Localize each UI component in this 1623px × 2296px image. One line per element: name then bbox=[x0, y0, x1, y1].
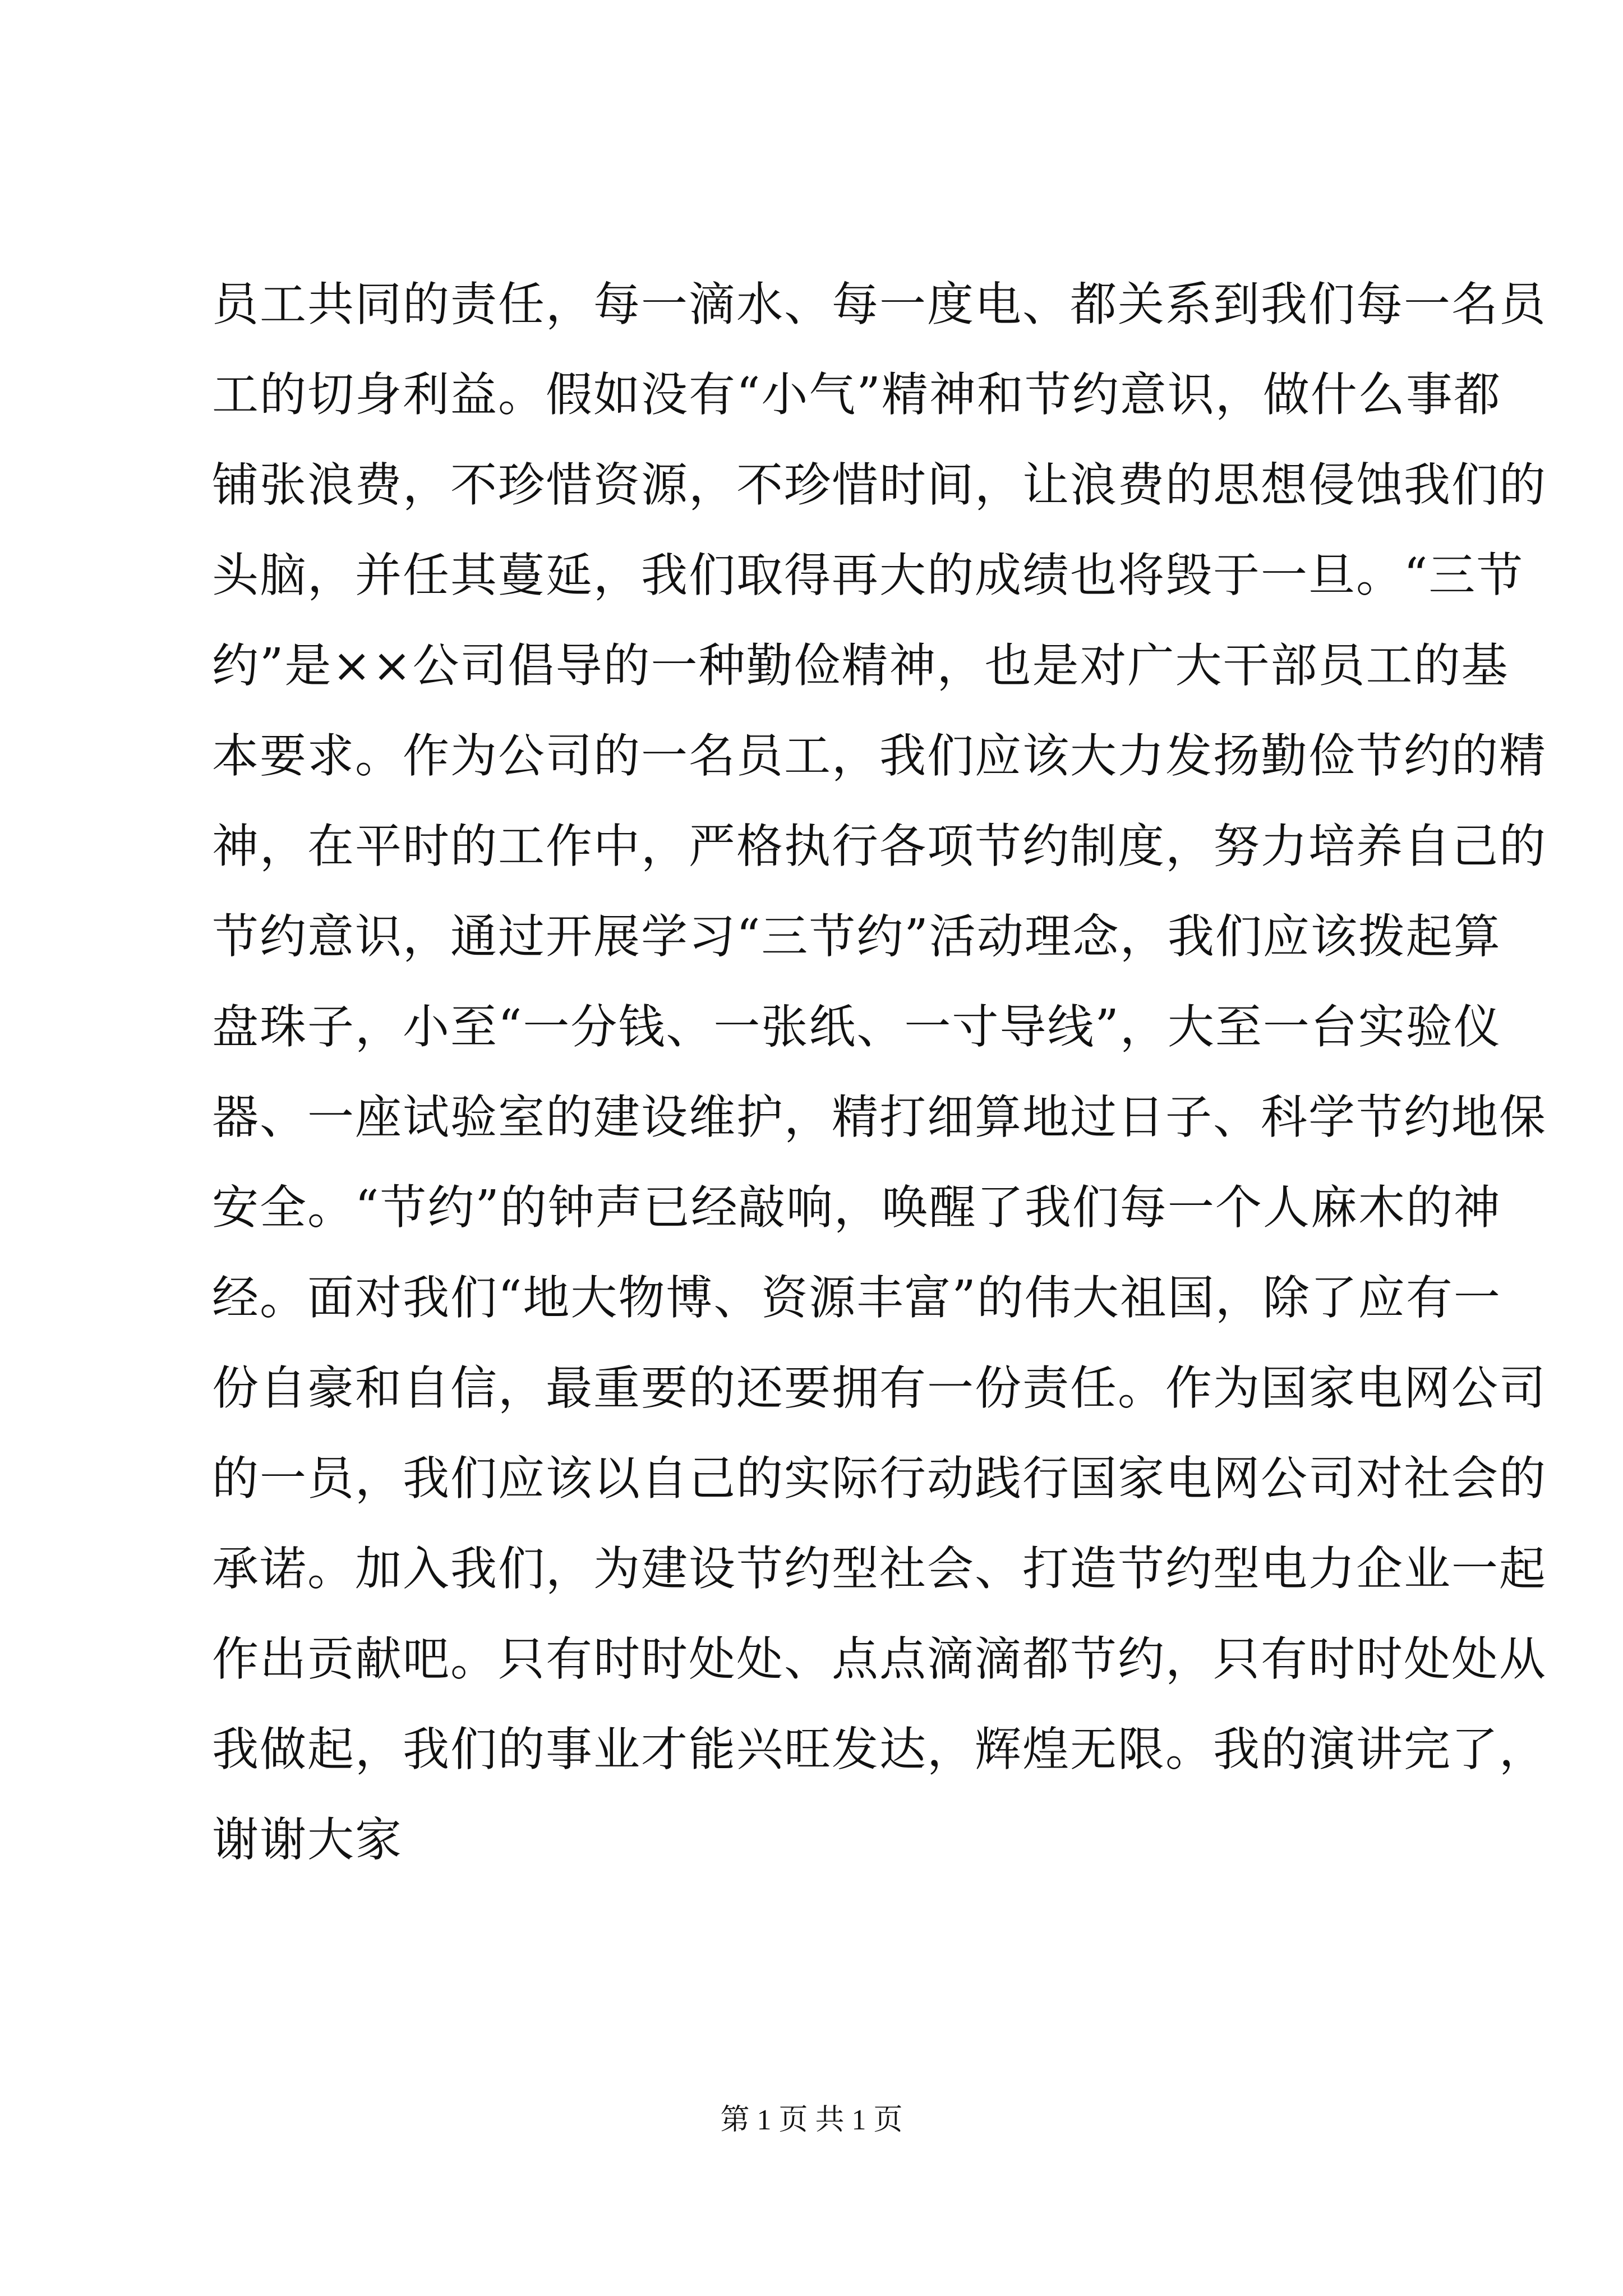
text-line-12: 经。面对我们“地大物博、资源丰富”的伟大祖国，除了应有一 bbox=[212, 1271, 1501, 1325]
text-line-4: 头脑，并任其蔓延，我们取得再大的成绩也将毁于一旦。“三节 bbox=[212, 548, 1524, 602]
text-line-8: 节约意识，通过开展学习“三节约”活动理念，我们应该拨起算 bbox=[212, 909, 1501, 964]
text-line-16: 作出贡献吧。只有时时处处、点点滴滴都节约，只有时时处处从 bbox=[212, 1632, 1547, 1686]
text-line-9: 盘珠子，小至“一分钱、一张纸、一寸导线”，大至一台实验仪 bbox=[212, 1000, 1501, 1054]
text-line-5: 约”是××公司倡导的一种勤俭精神，也是对广大干部员工的基 bbox=[212, 638, 1509, 693]
text-line-7: 神，在平时的工作中，严格执行各项节约制度，努力培养自己的 bbox=[212, 819, 1547, 873]
page-footer: 第 1 页 共 1 页 bbox=[720, 2104, 903, 2136]
text-line-13: 份自豪和自信，最重要的还要拥有一份责任。作为国家电网公司 bbox=[212, 1361, 1547, 1415]
text-line-1: 员工共同的责任，每一滴水、每一度电、都关系到我们每一名员 bbox=[212, 277, 1547, 332]
text-line-15: 承诺。加入我们，为建设节约型社会、打造节约型电力企业一起 bbox=[212, 1542, 1547, 1596]
text-line-6: 本要求。作为公司的一名员工，我们应该大力发扬勤俭节约的精 bbox=[212, 729, 1547, 783]
text-line-17: 我做起，我们的事业才能兴旺发达，辉煌无限。我的演讲完了， bbox=[212, 1722, 1547, 1777]
text-line-11: 安全。“节约”的钟声已经敲响，唤醒了我们每一个人麻木的神 bbox=[212, 1180, 1501, 1235]
body-text bbox=[212, 259, 1547, 1885]
text-line-2: 工的切身利益。假如没有“小气”精神和节约意识，做什么事都 bbox=[212, 367, 1501, 422]
text-line-14: 的一员，我们应该以自己的实际行动践行国家电网公司对社会的 bbox=[212, 1451, 1547, 1506]
text-line-18: 谢谢大家 bbox=[212, 1812, 403, 1867]
text-line-3: 铺张浪费，不珍惜资源，不珍惜时间，让浪费的思想侵蚀我们的 bbox=[212, 458, 1547, 512]
text-line-10: 器、一座试验室的建设维护，精打细算地过日子、科学节约地保 bbox=[212, 1090, 1547, 1144]
